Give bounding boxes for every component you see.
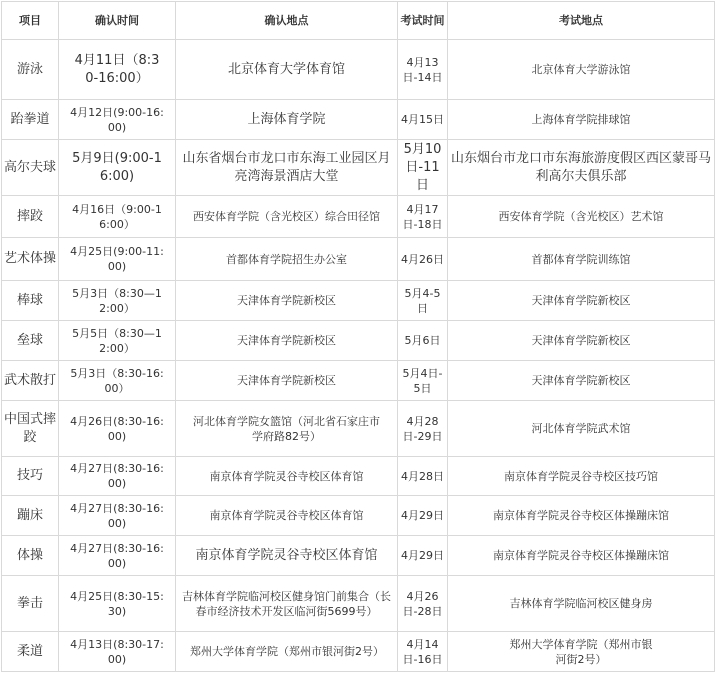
table-row [2,281,715,321]
confirm-place-cell: 首都体育学院招生办公室 [176,238,398,281]
confirm-place-cell: 吉林体育学院临河校区健身馆门前集合（长春市经济技术开发区临河街5699号） [176,576,398,632]
exam-time-cell: 4月17日-18日 [398,196,448,238]
sport-cell: 蹦床 [2,496,59,536]
exam-place-cell: 郑州大学体育学院（郑州市银河街2号） [448,632,715,672]
exam-time-cell: 4月28日 [398,457,448,496]
confirm-time-cell: 5月9日(9:00-16:00) [59,140,176,196]
exam-place-cell: 北京体育大学游泳馆 [448,40,715,100]
confirm-place-cell: 天津体育学院新校区 [176,281,398,321]
exam-place-cell: 南京体育学院灵谷寺校区体操蹦床馆 [448,536,715,576]
table-row [2,457,715,496]
confirm-time-cell: 5月3日（8:30—12:00） [59,281,176,321]
exam-place-cell: 山东烟台市龙口市东海旅游度假区西区蒙哥马利高尔夫俱乐部 [448,140,715,196]
confirm-place-cell: 天津体育学院新校区 [176,321,398,361]
confirm-place-cell: 河北体育学院女篮馆（河北省石家庄市学府路82号） [176,401,398,457]
exam-time-cell: 4月29日 [398,536,448,576]
sport-cell: 技巧 [2,457,59,496]
exam-place-cell: 西安体育学院（含光校区）艺术馆 [448,196,715,238]
table-row [2,632,715,672]
confirm-time-cell: 5月5日（8:30—12:00） [59,321,176,361]
exam-time-cell: 5月4日-5日 [398,361,448,401]
confirm-place-cell: 天津体育学院新校区 [176,361,398,401]
sport-cell: 中国式摔跤 [2,401,59,457]
confirm-time-cell: 4月27日(8:30-16:00) [59,496,176,536]
sport-cell: 拳击 [2,576,59,632]
table-row [2,140,715,196]
confirm-time-cell: 4月25日(8:30-15:30) [59,576,176,632]
sport-cell: 武术散打 [2,361,59,401]
header-confirm-time: 确认时间 [59,2,176,40]
confirm-place-cell: 郑州大学体育学院（郑州市银河街2号） [176,632,398,672]
sport-cell: 柔道 [2,632,59,672]
header-sport: 项目 [2,2,59,40]
exam-place-cell: 首都体育学院训练馆 [448,238,715,281]
exam-time-cell: 4月14日-16日 [398,632,448,672]
exam-place-cell: 河北体育学院武术馆 [448,401,715,457]
confirm-time-cell: 4月12日(9:00-16:00) [59,100,176,140]
confirm-time-cell: 4月26日(8:30-16:00) [59,401,176,457]
exam-place-cell: 南京体育学院灵谷寺校区技巧馆 [448,457,715,496]
table-row [2,496,715,536]
table-row [2,536,715,576]
table-row [2,401,715,457]
exam-place-cell: 吉林体育学院临河校区健身房 [448,576,715,632]
exam-schedule-table [1,1,715,672]
table-row [2,238,715,281]
header-confirm-place: 确认地点 [176,2,398,40]
confirm-time-cell: 4月16日（9:00-16:00） [59,196,176,238]
table-row [2,100,715,140]
exam-time-cell: 4月29日 [398,496,448,536]
confirm-time-cell: 4月25日(9:00-11:00) [59,238,176,281]
confirm-time-cell: 4月27日(8:30-16:00) [59,457,176,496]
sport-cell: 游泳 [2,40,59,100]
confirm-place-cell: 南京体育学院灵谷寺校区体育馆 [176,536,398,576]
sport-cell: 高尔夫球 [2,140,59,196]
sport-cell: 跆拳道 [2,100,59,140]
exam-place-cell: 上海体育学院排球馆 [448,100,715,140]
confirm-time-cell: 4月11日（8:30-16:00） [59,40,176,100]
confirm-place-cell: 南京体育学院灵谷寺校区体育馆 [176,496,398,536]
header-row [2,2,715,40]
header-exam-place: 考试地点 [448,2,715,40]
exam-place-cell: 天津体育学院新校区 [448,361,715,401]
sport-cell: 摔跤 [2,196,59,238]
header-exam-time: 考试时间 [398,2,448,40]
table-row [2,321,715,361]
sport-cell: 垒球 [2,321,59,361]
confirm-place-cell: 山东省烟台市龙口市东海工业园区月亮湾海景酒店大堂 [176,140,398,196]
table-row [2,196,715,238]
confirm-place-cell: 北京体育大学体育馆 [176,40,398,100]
confirm-place-cell: 西安体育学院（含光校区）综合田径馆 [176,196,398,238]
exam-time-cell: 5月6日 [398,321,448,361]
sport-cell: 艺术体操 [2,238,59,281]
exam-time-cell: 4月13日-14日 [398,40,448,100]
sport-cell: 棒球 [2,281,59,321]
table-row [2,361,715,401]
confirm-time-cell: 4月13日(8:30-17:00) [59,632,176,672]
exam-time-cell: 5月4-5日 [398,281,448,321]
exam-place-cell: 天津体育学院新校区 [448,321,715,361]
confirm-time-cell: 4月27日(8:30-16:00) [59,536,176,576]
exam-time-cell: 4月26日 [398,238,448,281]
exam-time-cell: 4月15日 [398,100,448,140]
exam-place-cell: 天津体育学院新校区 [448,281,715,321]
table-row [2,40,715,100]
table-row [2,576,715,632]
confirm-place-cell: 南京体育学院灵谷寺校区体育馆 [176,457,398,496]
confirm-time-cell: 5月3日（8:30-16:00） [59,361,176,401]
confirm-place-cell: 上海体育学院 [176,100,398,140]
exam-time-cell: 4月28日-29日 [398,401,448,457]
sport-cell: 体操 [2,536,59,576]
exam-time-cell: 5月10日-11日 [398,140,448,196]
exam-place-cell: 南京体育学院灵谷寺校区体操蹦床馆 [448,496,715,536]
exam-time-cell: 4月26日-28日 [398,576,448,632]
